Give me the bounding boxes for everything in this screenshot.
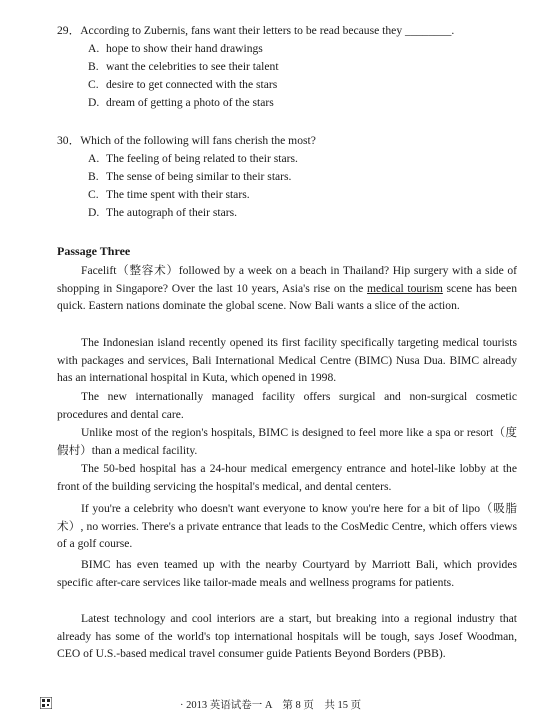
passage-paragraph-7: BIMC has even teamed up with the nearby Courtyard by Marriott Bali, which provides specific after-care services like tailor-made meals and wellness programs for patients.	[57, 558, 517, 589]
q30-option-b: B. The sense of being similar to their stars.	[88, 170, 292, 183]
passage-paragraph-4: Unlike most of the region's hospitals, BIMC is designed to feel more like a spa or resort（度假村）than a medical facility.	[57, 426, 517, 457]
page-number-text: · 2013 英语试卷一 A 第 8 页 共 15 页	[180, 700, 362, 711]
q30-option-a: A. The feeling of being related to their stars.	[88, 152, 298, 165]
passage-paragraph-8: Latest technology and cool interiors are a start, but breaking into a regional industry that already has some of the world's top international hospitals will be tough, says Josef Woodman, CEO of U.S.-based medical travel consumer guide Patients Beyond Borders (PBB).	[57, 612, 517, 661]
q30-option-c: C. The time spent with their stars.	[88, 188, 250, 201]
q30-option-d: D. The autograph of their stars.	[88, 206, 238, 219]
passage-title: Passage Three	[57, 244, 131, 258]
page-footer	[40, 697, 520, 711]
question-30-stem: 30．Which of the following will fans cherish the most?	[57, 134, 316, 147]
q29-option-c: C. desire to get connected with the stars	[88, 78, 278, 91]
passage-paragraph-1: Facelift（整容术）followed by a week on a beach in Thailand? Hip surgery with a side of shopping in Singapore? Over the last 10 years, Asia's rise on the medical tourism scene has been quick. Eastern nations dominate the global scene. Now Bali wants a slice of the action.	[57, 264, 517, 313]
question-29-stem: 29．According to Zubernis, fans want their letters to be read because they ________.	[57, 24, 455, 37]
passage-paragraph-5: The 50-bed hospital has a 24-hour medical emergency entrance and hotel-like lobby at the front of the building servicing the hospital's medical, and dental centers.	[57, 462, 517, 493]
passage-paragraph-3: The new internationally managed facility offers surgical and non-surgical cosmetic procedures and dental care.	[57, 390, 517, 421]
passage-paragraph-2: The Indonesian island recently opened its first facility specifically targeting medical tourists with packages and services, Bali International Medical Centre (BIMC) Nusa Dua. BIMC already has an international hospital in Kuta, which opened in 1998.	[57, 336, 517, 385]
passage-paragraph-6: If you're a celebrity who doesn't want everyone to know you're here for a bit of lipo（吸脂术）, no worries. There's a private entrance that leads to the CosMedic Centre, which offers views of a golf course.	[57, 502, 517, 551]
q29-option-b: B. want the celebrities to see their talent	[88, 60, 279, 73]
q29-option-d: D. dream of getting a photo of the stars	[88, 96, 274, 109]
qr-code-icon	[40, 697, 52, 709]
q29-option-a: A. hope to show their hand drawings	[88, 42, 263, 55]
medical-tourism-term: medical tourism	[367, 281, 443, 295]
